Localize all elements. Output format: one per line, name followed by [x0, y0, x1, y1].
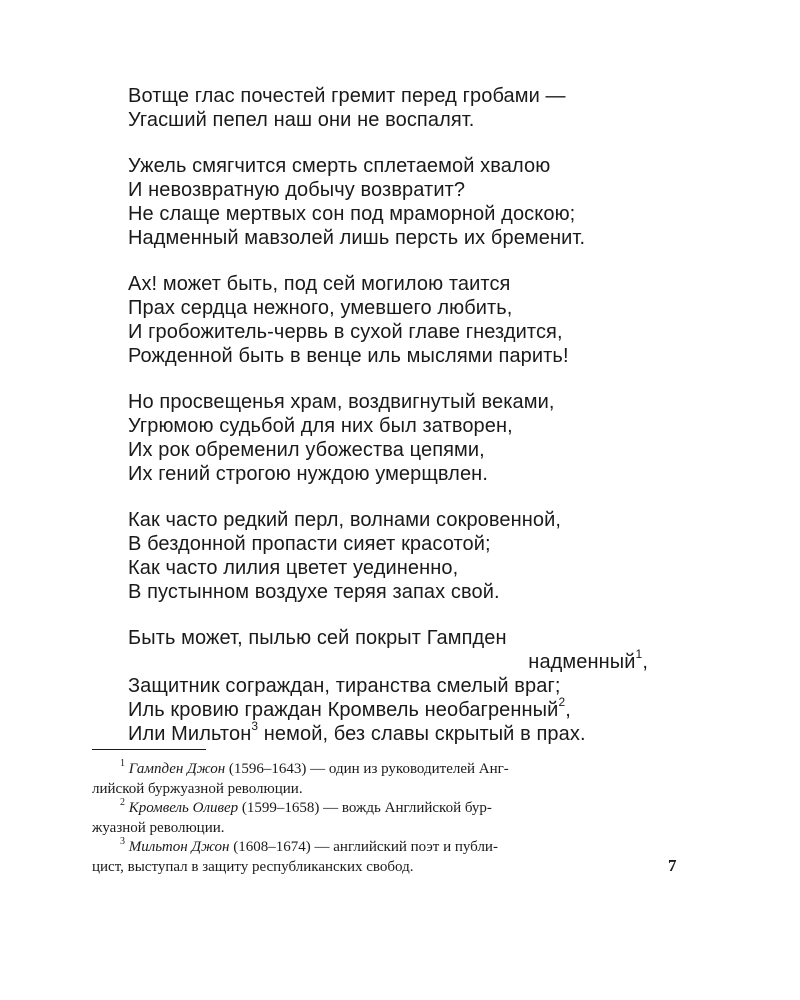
poem-line: Угасший пепел наш они не воспалят.	[128, 109, 475, 131]
poem-line: Не слаще мертвых сон под мраморной доскою;	[128, 203, 576, 225]
footnote-line	[92, 760, 640, 780]
footnote-line	[92, 799, 640, 819]
footnote-line: цист, выступал в защиту республиканских свобод.	[92, 858, 414, 875]
footnote-line: лийской буржуазной революции.	[92, 780, 303, 797]
poem-line: Ужель смягчится смерть сплетаемой хвалою	[128, 155, 551, 177]
footnote-text: (1599–1658) — вождь Английской бур-	[238, 800, 492, 816]
poem-line	[128, 719, 668, 746]
footnote-marker: 2	[558, 695, 566, 710]
footnote-line: жуазной революции.	[92, 819, 225, 836]
stanza-3	[128, 272, 668, 368]
line-text: немой, без славы скрытый в прах.	[258, 723, 586, 745]
punctuation: ,	[565, 699, 571, 721]
poem-line: Вотще глас почестей гремит перед гробами —	[128, 85, 566, 107]
footnote-person-name: Кромвель Оливер	[128, 800, 239, 816]
line-text: Иль кровию граждан Кромвель необагренный	[128, 699, 559, 721]
footnotes	[92, 760, 640, 877]
footnote-number: 2	[120, 797, 125, 808]
footnote-text: (1608–1674) — английский поэт и публи-	[229, 839, 498, 855]
stanza-4	[128, 390, 668, 486]
poem-line: Надменный мавзолей лишь персть их бременит.	[128, 227, 586, 249]
poem-line: Как часто лилия цветет уединенно,	[128, 557, 459, 579]
poem-line-continuation	[128, 647, 668, 674]
footnote-person-name: Мильтон Джон	[128, 839, 230, 855]
footnote-person-name: Гампден Джон	[128, 761, 226, 777]
line-text: Или Мильтон	[128, 723, 252, 745]
stanza-1	[128, 84, 668, 132]
continuation-text: надменный	[528, 651, 636, 673]
poem-line: Но просвещенья храм, воздвигнутый веками,	[128, 391, 555, 413]
poem-line: Ах! может быть, под сей могилою таится	[128, 273, 511, 295]
footnote-line	[92, 838, 640, 858]
stanza-2	[128, 154, 668, 250]
poem-line: Угрюмою судьбой для них был затворен,	[128, 415, 513, 437]
stanza-6	[128, 626, 668, 746]
poem-text	[128, 84, 668, 746]
punctuation: ,	[642, 651, 648, 673]
poem-line: Как часто редкий перл, волнами сокровенной,	[128, 509, 562, 531]
poem-line	[128, 695, 668, 722]
poem-line: Прах сердца нежного, умевшего любить,	[128, 297, 513, 319]
poem-line: В пустынном воздухе теряя запах свой.	[128, 581, 500, 603]
footnote-marker: 3	[251, 719, 259, 734]
footnote-divider	[92, 749, 206, 750]
poem-line: В бездонной пропасти сияет красотой;	[128, 533, 491, 555]
poem-line: И невозвратную добычу возвратит?	[128, 179, 466, 201]
poem-line: Быть может, пылью сей покрыт Гампден	[128, 627, 507, 649]
poem-line: Рожденной быть в венце иль мыслями парить!	[128, 345, 569, 367]
poem-line: Защитник сограждан, тиранства смелый враг;	[128, 675, 561, 697]
poem-line: Их рок обременил убожества цепями,	[128, 439, 485, 461]
footnote-marker: 1	[635, 647, 643, 662]
poem-line: Их гений строгою нуждою умерщвлен.	[128, 463, 488, 485]
page-number: 7	[668, 856, 677, 875]
stanza-5	[128, 508, 668, 604]
footnote-number: 3	[120, 836, 125, 847]
footnote-text: (1596–1643) — один из руководителей Анг-	[225, 761, 509, 777]
poem-line: И гробожитель-червь в сухой главе гнездится,	[128, 321, 563, 343]
footnote-number: 1	[120, 758, 125, 769]
